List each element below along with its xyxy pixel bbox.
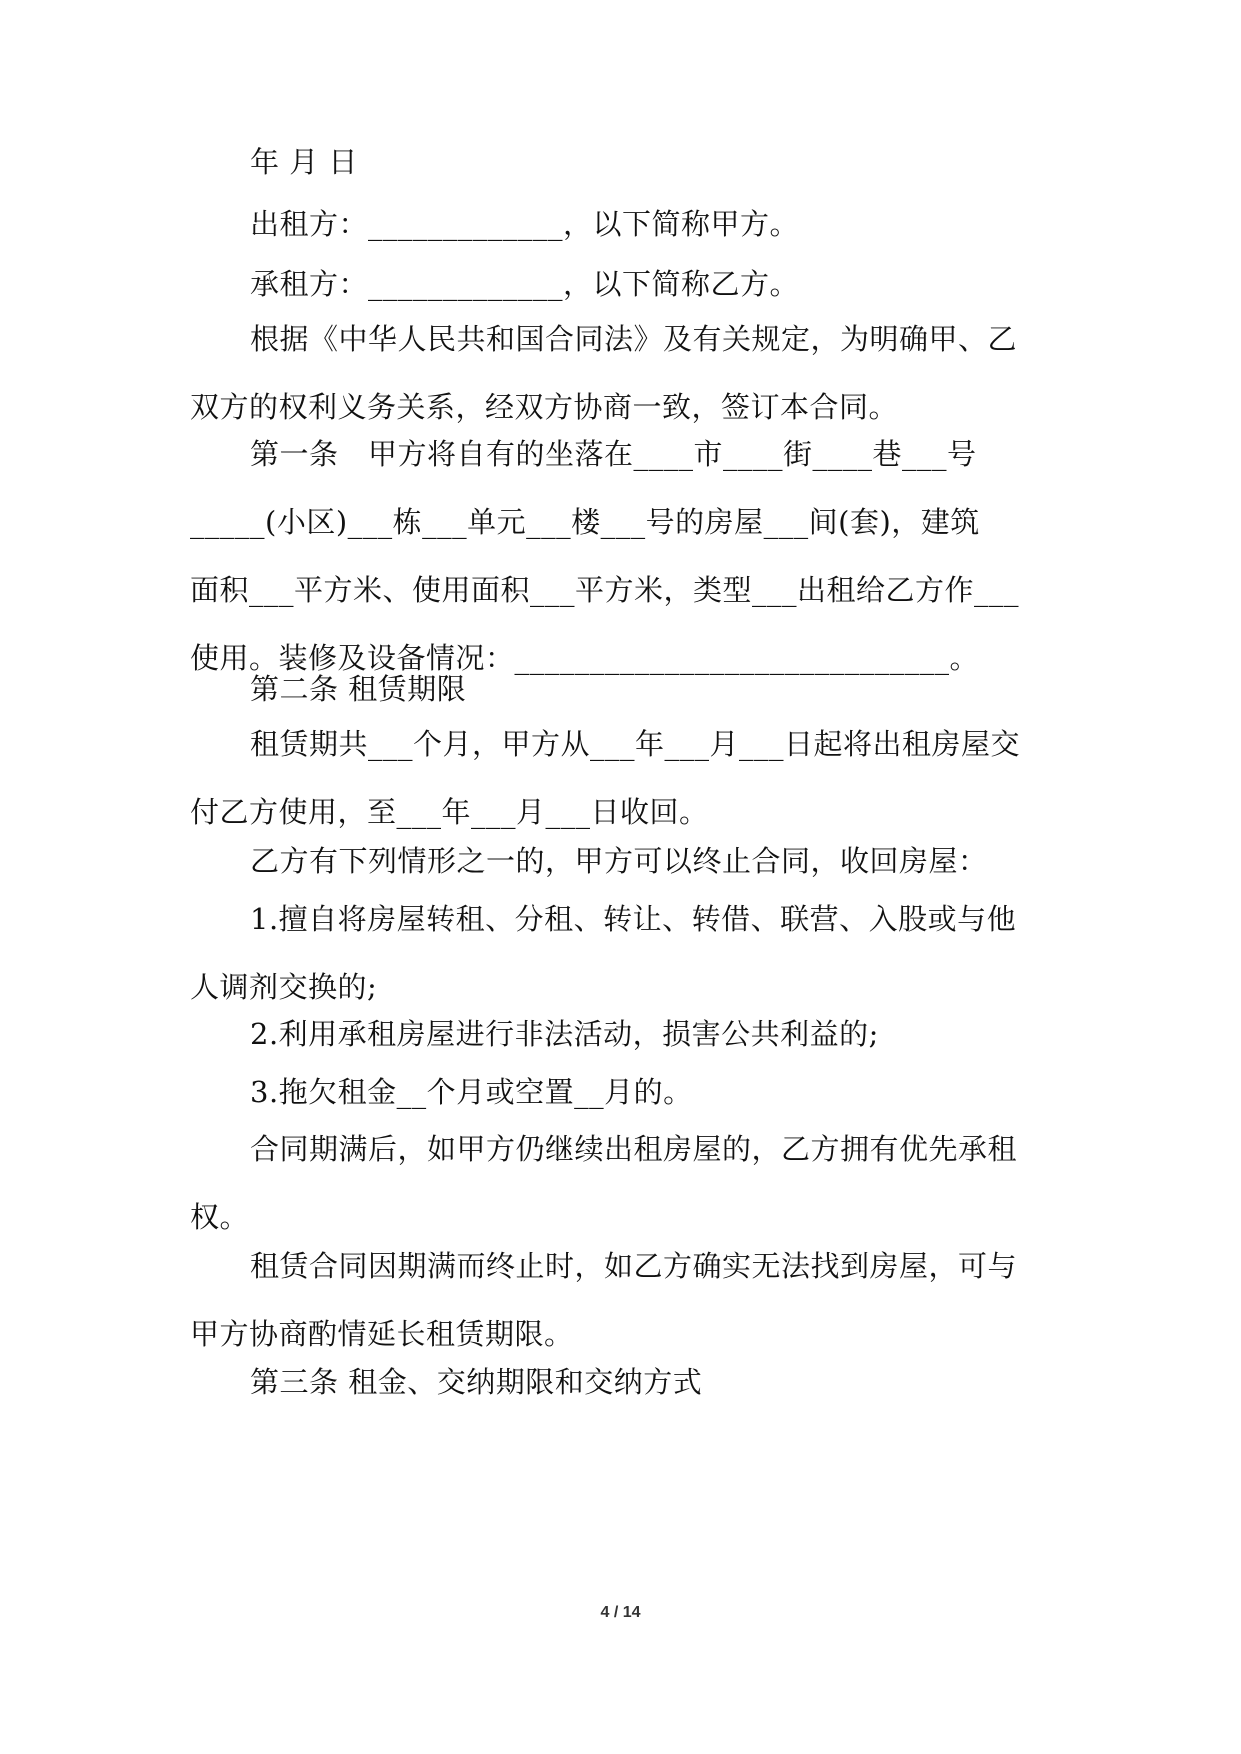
article-two-heading: 第二条 租赁期限 bbox=[250, 672, 467, 706]
termination-item-2: 2.利用承租房屋进行非法活动，损害公共利益的; bbox=[250, 1017, 879, 1051]
termination-item-3: 3.拖欠租金__个月或空置__月的。 bbox=[250, 1075, 693, 1109]
date-line: 年 月 日 bbox=[250, 145, 358, 179]
termination-intro: 乙方有下列情形之一的，甲方可以终止合同，收回房屋： bbox=[250, 844, 988, 878]
preamble-paragraph: 根据《中华人民共和国合同法》及有关规定，为明确甲、乙 双方的权利义务关系，经双方协商一致，签订本合同。 bbox=[190, 322, 1018, 424]
lessor-line: 出租方：_____________，以下简称甲方。 bbox=[250, 207, 800, 241]
renewal-priority-paragraph: 合同期满后，如甲方仍继续出租房屋的，乙方拥有优先承租 权。 bbox=[190, 1132, 1018, 1234]
article-one-paragraph: 第一条 甲方将自有的坐落在____市____街____巷___号 _____(小区)___栋___单元___楼___号的房屋___间(套)，建筑 面积___平方米、使用面积___平方米，类型___出租给乙方作___ 使用。装修及设备情况：_____________________________。 bbox=[190, 437, 1020, 675]
article-three-heading: 第三条 租金、交纳期限和交纳方式 bbox=[250, 1365, 703, 1399]
extension-paragraph: 租赁合同因期满而终止时，如乙方确实无法找到房屋，可与 甲方协商酌情延长租赁期限。 bbox=[190, 1249, 1018, 1351]
lease-term-paragraph: 租赁期共___个月，甲方从___年___月___日起将出租房屋交 付乙方使用，至___年___月___日收回。 bbox=[190, 727, 1021, 829]
termination-item-1: 1.擅自将房屋转租、分租、转让、转借、联营、入股或与他 人调剂交换的; bbox=[190, 902, 1017, 1004]
lessee-line: 承租方：_____________，以下简称乙方。 bbox=[250, 267, 800, 301]
page-number: 4 / 14 bbox=[600, 1604, 641, 1621]
